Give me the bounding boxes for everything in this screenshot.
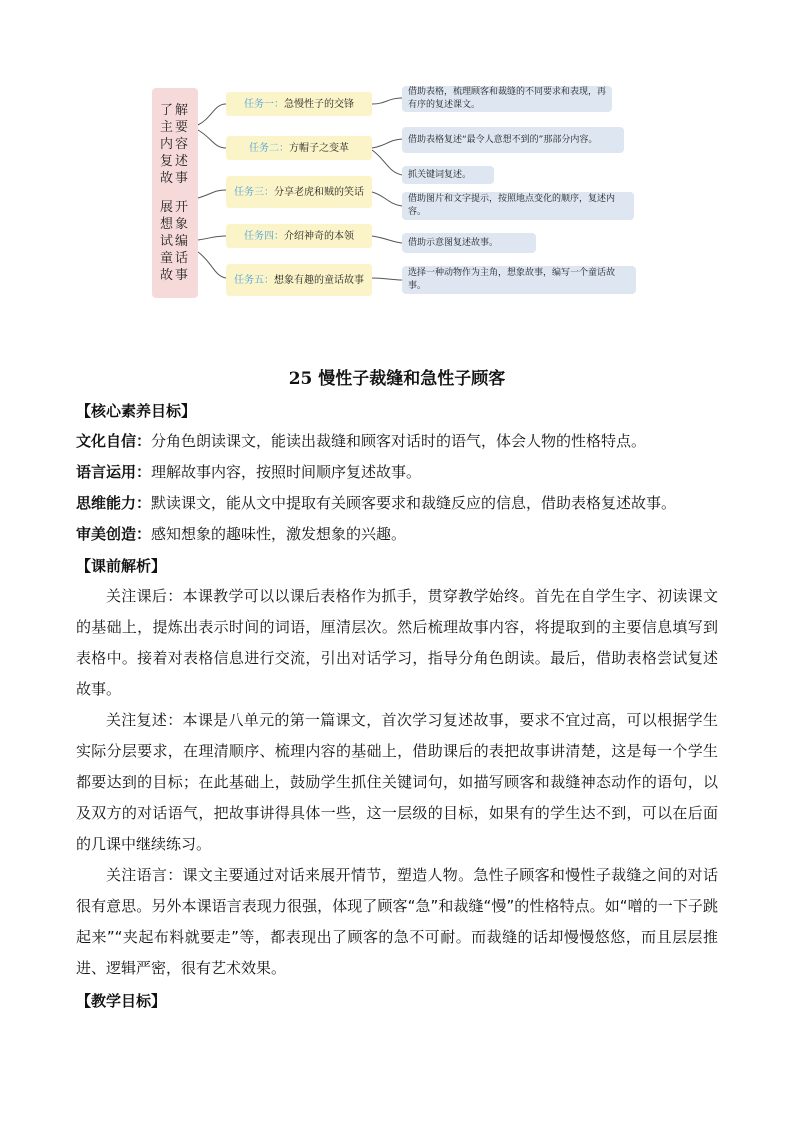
mindmap-root-bottom: 展开想象试编童话故事 [159, 200, 190, 283]
mindmap-detail-3: 抓关键词复述。 [402, 166, 494, 184]
mindmap-detail-1: 借助表格，梳理顾客和裁缝的不同要求和表现，再有序的复述课文。 [402, 86, 612, 112]
mindmap-detail-4: 借助图片和文字提示，按照地点变化的顺序，复述内容。 [402, 192, 634, 220]
heading-pre-analysis: 【课前解析】 [76, 557, 167, 575]
goal-culture: 文化自信：分角色朗读课文，能读出裁缝和顾客对话时的语气，体会人物的性格特点。 [76, 432, 647, 450]
paragraph-language: 关注语言：课文主要通过对话来展开情节，塑造人物。急性子顾客和慢性子裁缝之间的对话很有意思。另外本课语言表现力很强，体现了顾客“急”和裁缝“慢”的性格特点。如“噌的一下子跳起来”“夹起布料就要走”等，都表现出了顾客的急不可耐。而裁缝的话却慢慢悠悠，而且层层推进、逻辑严密，很有艺术效果。 [76, 866, 718, 977]
mindmap-task-1: 任务一： 急慢性子的交锋 [226, 92, 372, 116]
lesson-title: 25 慢性子裁缝和急性子顾客 [288, 369, 506, 389]
mindmap-root [152, 88, 198, 298]
goal-language: 语言运用：理解故事内容，按照时间顺序复述故事。 [76, 463, 422, 481]
goal-aesthetic: 审美创造：感知想象的趣味性，激发想象的兴趣。 [76, 525, 407, 543]
mindmap-detail-5: 借助示意图复述故事。 [402, 233, 536, 253]
mindmap-connectors [0, 0, 794, 320]
mindmap-detail-6: 选择一种动物作为主角，想象故事，编写一个童话故事。 [402, 266, 636, 294]
mindmap-root-top: 了解主要内容复述故事 [159, 103, 190, 186]
mindmap-task-3: 任务三： 分享老虎和贼的笑话 [226, 176, 372, 208]
mindmap-task-4: 任务四： 介绍神奇的本领 [226, 224, 372, 248]
mindmap-task-5: 任务五： 想象有趣的童话故事 [226, 264, 372, 296]
heading-teaching-goals: 【教学目标】 [76, 992, 167, 1010]
mindmap-detail-2: 借助表格复述“最令人意想不到的”那部分内容。 [402, 127, 624, 153]
mindmap-task-2: 任务二： 方帽子之变革 [226, 136, 372, 160]
heading-core-goals: 【核心素养目标】 [76, 402, 197, 420]
paragraph-after-class: 关注课后：本课教学可以以课后表格作为抓手，贯穿教学始终。首先在自学生字、初读课文的基础上，提炼出表示时间的词语，厘清层次。然后梳理故事内容，将提取到的主要信息填写到表格中。接着对表格信息进行交流，引出对话学习，指导分角色朗读。最后，借助表格尝试复述故事。 [76, 587, 718, 698]
paragraph-retelling: 关注复述：本课是八单元的第一篇课文，首次学习复述故事，要求不宜过高，可以根据学生实际分层要求，在理清顺序、梳理内容的基础上，借助课后的表把故事讲清楚，这是每一个学生都要达到的目标；在此基础上，鼓励学生抓住关键词句，如描写顾客和裁缝神态动作的语句，以及双方的对话语气，把故事讲得具体一些，这一层级的目标，如果有的学生达不到，可以在后面的几课中继续练习。 [76, 711, 718, 853]
goal-thinking: 思维能力：默读课文，能从文中提取有关顾客要求和裁缝反应的信息，借助表格复述故事。 [76, 494, 677, 512]
